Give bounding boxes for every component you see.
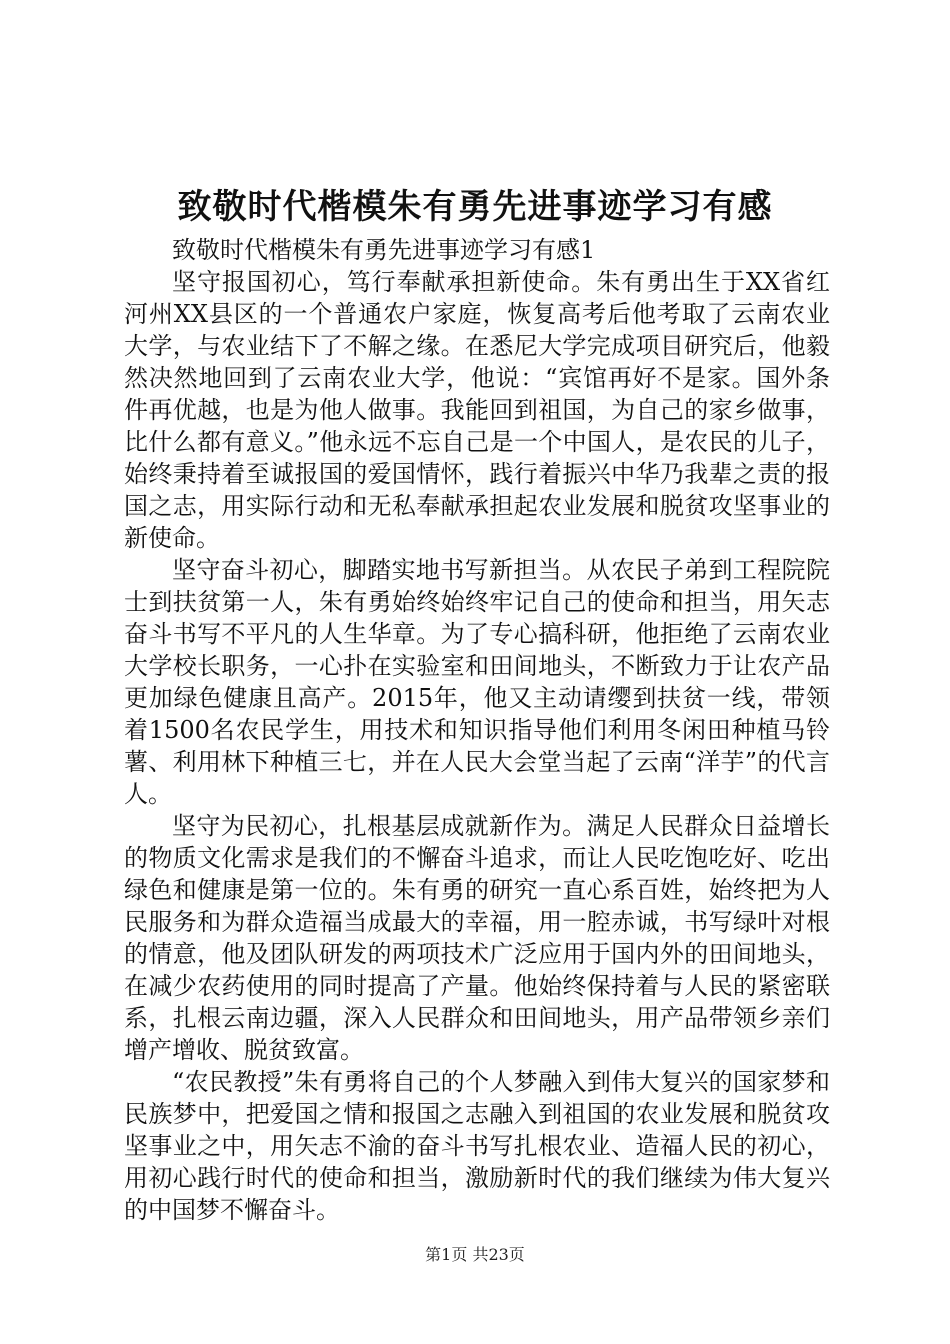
paragraph: “农民教授”朱有勇将自己的个人梦融入到伟大复兴的国家梦和民族梦中，把爱国之情和报国之志融入到祖国的农业发展和脱贫攻坚事业之中，用矢志不渝的奋斗书写扎根农业、造福人民的初心，用初心践行时代的使命和担当，激励新时代的我们继续为伟大复兴的中国梦不懈奋斗。 [124,1068,830,1224]
document-title: 致敬时代楷模朱有勇先进事迹学习有感 [177,187,773,227]
page-number-footer: 第1页 共23页 [425,1245,525,1264]
paragraph: 坚守为民初心，扎根基层成就新作为。满足人民群众日益增长的物质文化需求是我们的不懈奋斗追求，而让人民吃饱吃好、吃出绿色和健康是第一位的。朱有勇的研究一直心系百姓，始终把为人民服务和为群众造福当成最大的幸福，用一腔赤诚，书写绿叶对根的情意，他及团队研发的两项技术广泛应用于国内外的田间地头，在减少农药使用的同时提高了产量。他始终保持着与人民的紧密联系，扎根云南边疆，深入人民群众和田间地头，用产品带领乡亲们增产增收、脱贫致富。 [124,812,830,1064]
subtitle-line: 致敬时代楷模朱有勇先进事迹学习有感1 [172,236,596,264]
paragraph: 坚守奋斗初心，脚踏实地书写新担当。从农民子弟到工程院院士到扶贫第一人，朱有勇始终始终牢记自己的使命和担当，用矢志奋斗书写不平凡的人生华章。为了专心搞科研，他拒绝了云南农业大学校长职务，一心扑在实验室和田间地头，不断致力于让农产品更加绿色健康且高产。2015年，他又主动请缨到扶贫一线，带领着1500名农民学生，用技术和知识指导他们利用冬闲田种植马铃薯、利用林下种植三七，并在人民大会堂当起了云南“洋芋”的代言人。 [124,556,830,808]
paragraph: 坚守报国初心，笃行奉献承担新使命。朱有勇出生于XX省红河州XX县区的一个普通农户家庭，恢复高考后他考取了云南农业大学，与农业结下了不解之缘。在悉尼大学完成项目研究后，他毅然决然地回到了云南农业大学，他说：“宾馆再好不是家。国外条件再优越，也是为他人做事。我能回到祖国，为自己的家乡做事，比什么都有意义。”他永远不忘自己是一个中国人，是农民的儿子，始终秉持着至诚报国的爱国情怀，践行着振兴中华乃我辈之责的报国之志，用实际行动和无私奉献承担起农业发展和脱贫攻坚事业的新使命。 [124,268,830,552]
document-body [124,234,830,1226]
